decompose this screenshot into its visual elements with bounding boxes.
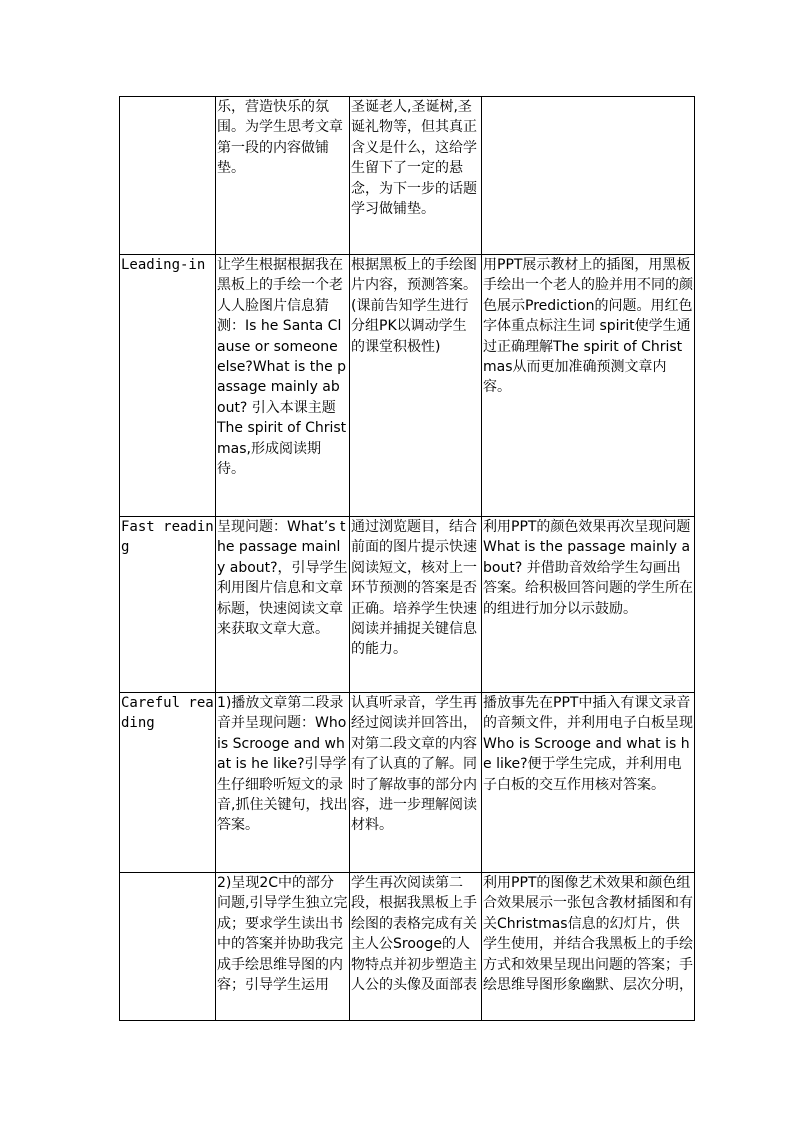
media-use-cell: 利用PPT的图像艺术效果和颜色组合效果展示一张包含教材插图和有关Christmas信息的幻灯片，供学生使用，并结合我黑板上的手绘方式和效果呈现出问题的答案；手绘思维导图形象幽默、层次分明， xyxy=(482,873,695,1021)
student-activity-cell: 根据黑板上的手绘图片内容，预测答案。(课前告知学生进行分组PK以调动学生的课堂积极性) xyxy=(350,255,482,517)
teacher-activity-cell: 2)呈现2C中的部分问题,引导学生独立完成；要求学生读出书中的答案并协助我完成手绘思维导图的内容；引导学生运用 xyxy=(216,873,350,1021)
table-row xyxy=(120,517,695,693)
media-use-cell: 利用PPT的颜色效果再次呈现问题What is the passage mainly about? 并借助音效给学生勾画出答案。给积极回答问题的学生所在的组进行加分以示鼓励。 xyxy=(482,517,695,693)
student-activity-cell: 认真听录音，学生再经过阅读并回答出， 对第二段文章的内容有了认真的了解。同时了解故事的部分内容，进一步理解阅读材料。 xyxy=(350,693,482,873)
media-use-cell xyxy=(482,97,695,255)
student-activity-cell: 通过浏览题目，结合前面的图片提示快速阅读短文，核对上一环节预测的答案是否正确。培养学生快速阅读并捕捉关键信息的能力。 xyxy=(350,517,482,693)
student-activity-cell: 学生再次阅读第二段，根据我黑板上手绘图的表格完成有关主人公Srooge的人物特点并初步塑造主人公的头像及面部表 xyxy=(350,873,482,1021)
table-row xyxy=(120,693,695,873)
stage-cell: Leading-in xyxy=(120,255,216,517)
table-row xyxy=(120,97,695,255)
table-row xyxy=(120,255,695,517)
stage-cell xyxy=(120,873,216,1021)
media-use-cell: 播放事先在PPT中插入有课文录音的音频文件，并利用电子白板呈现Who is Scrooge and what is he like?便于学生完成，并利用电子白板的交互作用核对答案。 xyxy=(482,693,695,873)
media-use-cell: 用PPT展示教材上的插图，用黑板手绘出一个老人的脸并用不同的颜色展示Prediction的问题。用红色字体重点标注生词 spirit使学生通过正确理解The spirit of Christmas从而更加准确预测文章内容。 xyxy=(482,255,695,517)
table-row xyxy=(120,873,695,1021)
student-activity-cell: 圣诞老人,圣诞树,圣诞礼物等，但其真正含义是什么，这给学生留下了一定的悬念，为下一步的话题学习做铺垫。 xyxy=(350,97,482,255)
stage-cell: Careful reading xyxy=(120,693,216,873)
stage-cell xyxy=(120,97,216,255)
teacher-activity-cell: 让学生根据根据我在黑板上的手绘一个老人人脸图片信息猜测：Is he Santa Clause or someone else?What is the passage mainly about? 引入本课主题 The spirit of Christmas,形成阅读期待。 xyxy=(216,255,350,517)
teacher-activity-cell: 呈现问题：What’s the passage mainly about?，引导学生利用图片信息和文章标题，快速阅读文章来获取文章大意。 xyxy=(216,517,350,693)
teacher-activity-cell: 1)播放文章第二段录音并呈现问题：Who is Scrooge and what is he like?引导学生仔细聆听短文的录音,抓住关键句，找出答案。 xyxy=(216,693,350,873)
stage-cell: Fast reading xyxy=(120,517,216,693)
lesson-plan-table xyxy=(119,96,695,1021)
teacher-activity-cell: 乐，营造快乐的氛围。为学生思考文章第一段的内容做铺垫。 xyxy=(216,97,350,255)
